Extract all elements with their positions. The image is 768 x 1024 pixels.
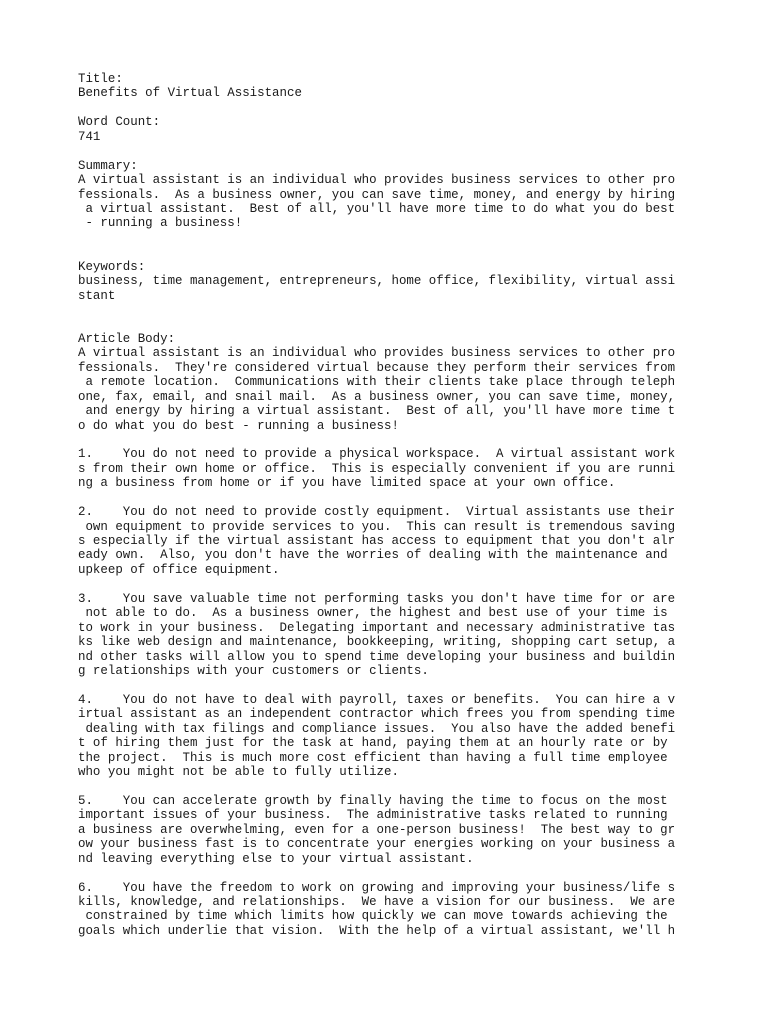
text-line	[78, 303, 718, 317]
text-line: 5. You can accelerate growth by finally having the time to focus on the most	[78, 793, 668, 808]
text-line: the project. This is much more cost efficient than having a full time employee	[78, 750, 668, 765]
text-line: important issues of your business. The administrative tasks related to running	[78, 808, 668, 823]
text-line: Word Count:	[78, 115, 161, 130]
text-line: 4. You do not have to deal with payroll, taxes or benefits. You can hire a v	[78, 692, 676, 707]
text-line: own equipment to provide services to you. This can result is tremendous saving	[78, 519, 676, 534]
text-line: Title:	[78, 72, 123, 86]
text-line	[78, 144, 718, 158]
text-line	[78, 678, 718, 692]
text-line: dealing with tax filings and compliance issues. You also have the added benefi	[78, 721, 676, 736]
text-line: o do what you do best - running a business!	[78, 418, 399, 433]
document-text	[78, 72, 718, 938]
text-line: nd other tasks will allow you to spend time developing your business and buildin	[78, 649, 676, 664]
text-line: Benefits of Virtual Assistance	[78, 86, 302, 101]
text-line: goals which underlie that vision. With the help of a virtual assistant, we'll h	[78, 923, 676, 938]
text-line: Article Body:	[78, 331, 176, 346]
text-line	[78, 577, 718, 591]
text-line: ng a business from home or if you have limited space at your own office.	[78, 476, 616, 491]
text-line: Keywords:	[78, 259, 146, 274]
text-line: who you might not be able to fully utilize.	[78, 765, 399, 779]
text-line: Summary:	[78, 158, 138, 173]
text-line: irtual assistant as an independent contractor which frees you from spending time	[78, 707, 676, 722]
text-line	[78, 491, 718, 505]
text-line	[78, 433, 718, 447]
text-line: A virtual assistant is an individual who provides business services to other pro	[78, 346, 676, 361]
text-line: and energy by hiring a virtual assistant. Best of all, you'll have more time t	[78, 404, 676, 419]
text-line	[78, 317, 718, 331]
text-line	[78, 245, 718, 259]
document-page	[78, 72, 718, 938]
text-line: A virtual assistant is an individual who provides business services to other pro	[78, 173, 676, 188]
text-line: t of hiring them just for the task at hand, paying them at an hourly rate or by	[78, 736, 668, 751]
text-line	[78, 101, 718, 115]
text-line: - running a business!	[78, 216, 243, 231]
text-line	[78, 231, 718, 245]
text-line: fessionals. They're considered virtual because they perform their services from	[78, 360, 676, 375]
text-line: 741	[78, 129, 101, 144]
text-line: ow your business fast is to concentrate your energies working on your business a	[78, 837, 676, 852]
text-line: ks like web design and maintenance, bookkeeping, writing, shopping cart setup, a	[78, 635, 676, 650]
text-line: a business are overwhelming, even for a one-person business! The best way to gr	[78, 822, 676, 837]
text-line: stant	[78, 288, 116, 303]
text-line: 2. You do not need to provide costly equipment. Virtual assistants use their	[78, 505, 676, 520]
text-line: business, time management, entrepreneurs, home office, flexibility, virtual assi	[78, 274, 676, 289]
text-line: 6. You have the freedom to work on growing and improving your business/life s	[78, 880, 676, 895]
text-line: a remote location. Communications with their clients take place through teleph	[78, 375, 676, 390]
text-line	[78, 779, 718, 793]
text-line	[78, 866, 718, 880]
text-line: 1. You do not need to provide a physical workspace. A virtual assistant work	[78, 447, 676, 462]
text-line: g relationships with your customers or clients.	[78, 663, 429, 678]
text-line: a virtual assistant. Best of all, you'll have more time to do what you do best	[78, 201, 676, 216]
text-line: upkeep of office equipment.	[78, 562, 280, 577]
text-line: kills, knowledge, and relationships. We have a vision for our business. We are	[78, 894, 676, 909]
text-line: one, fax, email, and snail mail. As a business owner, you can save time, money,	[78, 389, 676, 404]
text-line: s from their own home or office. This is especially convenient if you are runni	[78, 461, 676, 476]
text-line: fessionals. As a business owner, you can save time, money, and energy by hiring	[78, 187, 676, 202]
text-line: not able to do. As a business owner, the highest and best use of your time is	[78, 606, 668, 621]
text-line: nd leaving everything else to your virtual assistant.	[78, 851, 474, 866]
text-line: constrained by time which limits how quickly we can move towards achieving the	[78, 909, 668, 924]
text-line: eady own. Also, you don't have the worries of dealing with the maintenance and	[78, 548, 668, 563]
text-line: s especially if the virtual assistant has access to equipment that you don't alr	[78, 534, 676, 548]
text-line: to work in your business. Delegating important and necessary administrative tas	[78, 620, 676, 635]
text-line: 3. You save valuable time not performing tasks you don't have time for or are	[78, 591, 676, 606]
